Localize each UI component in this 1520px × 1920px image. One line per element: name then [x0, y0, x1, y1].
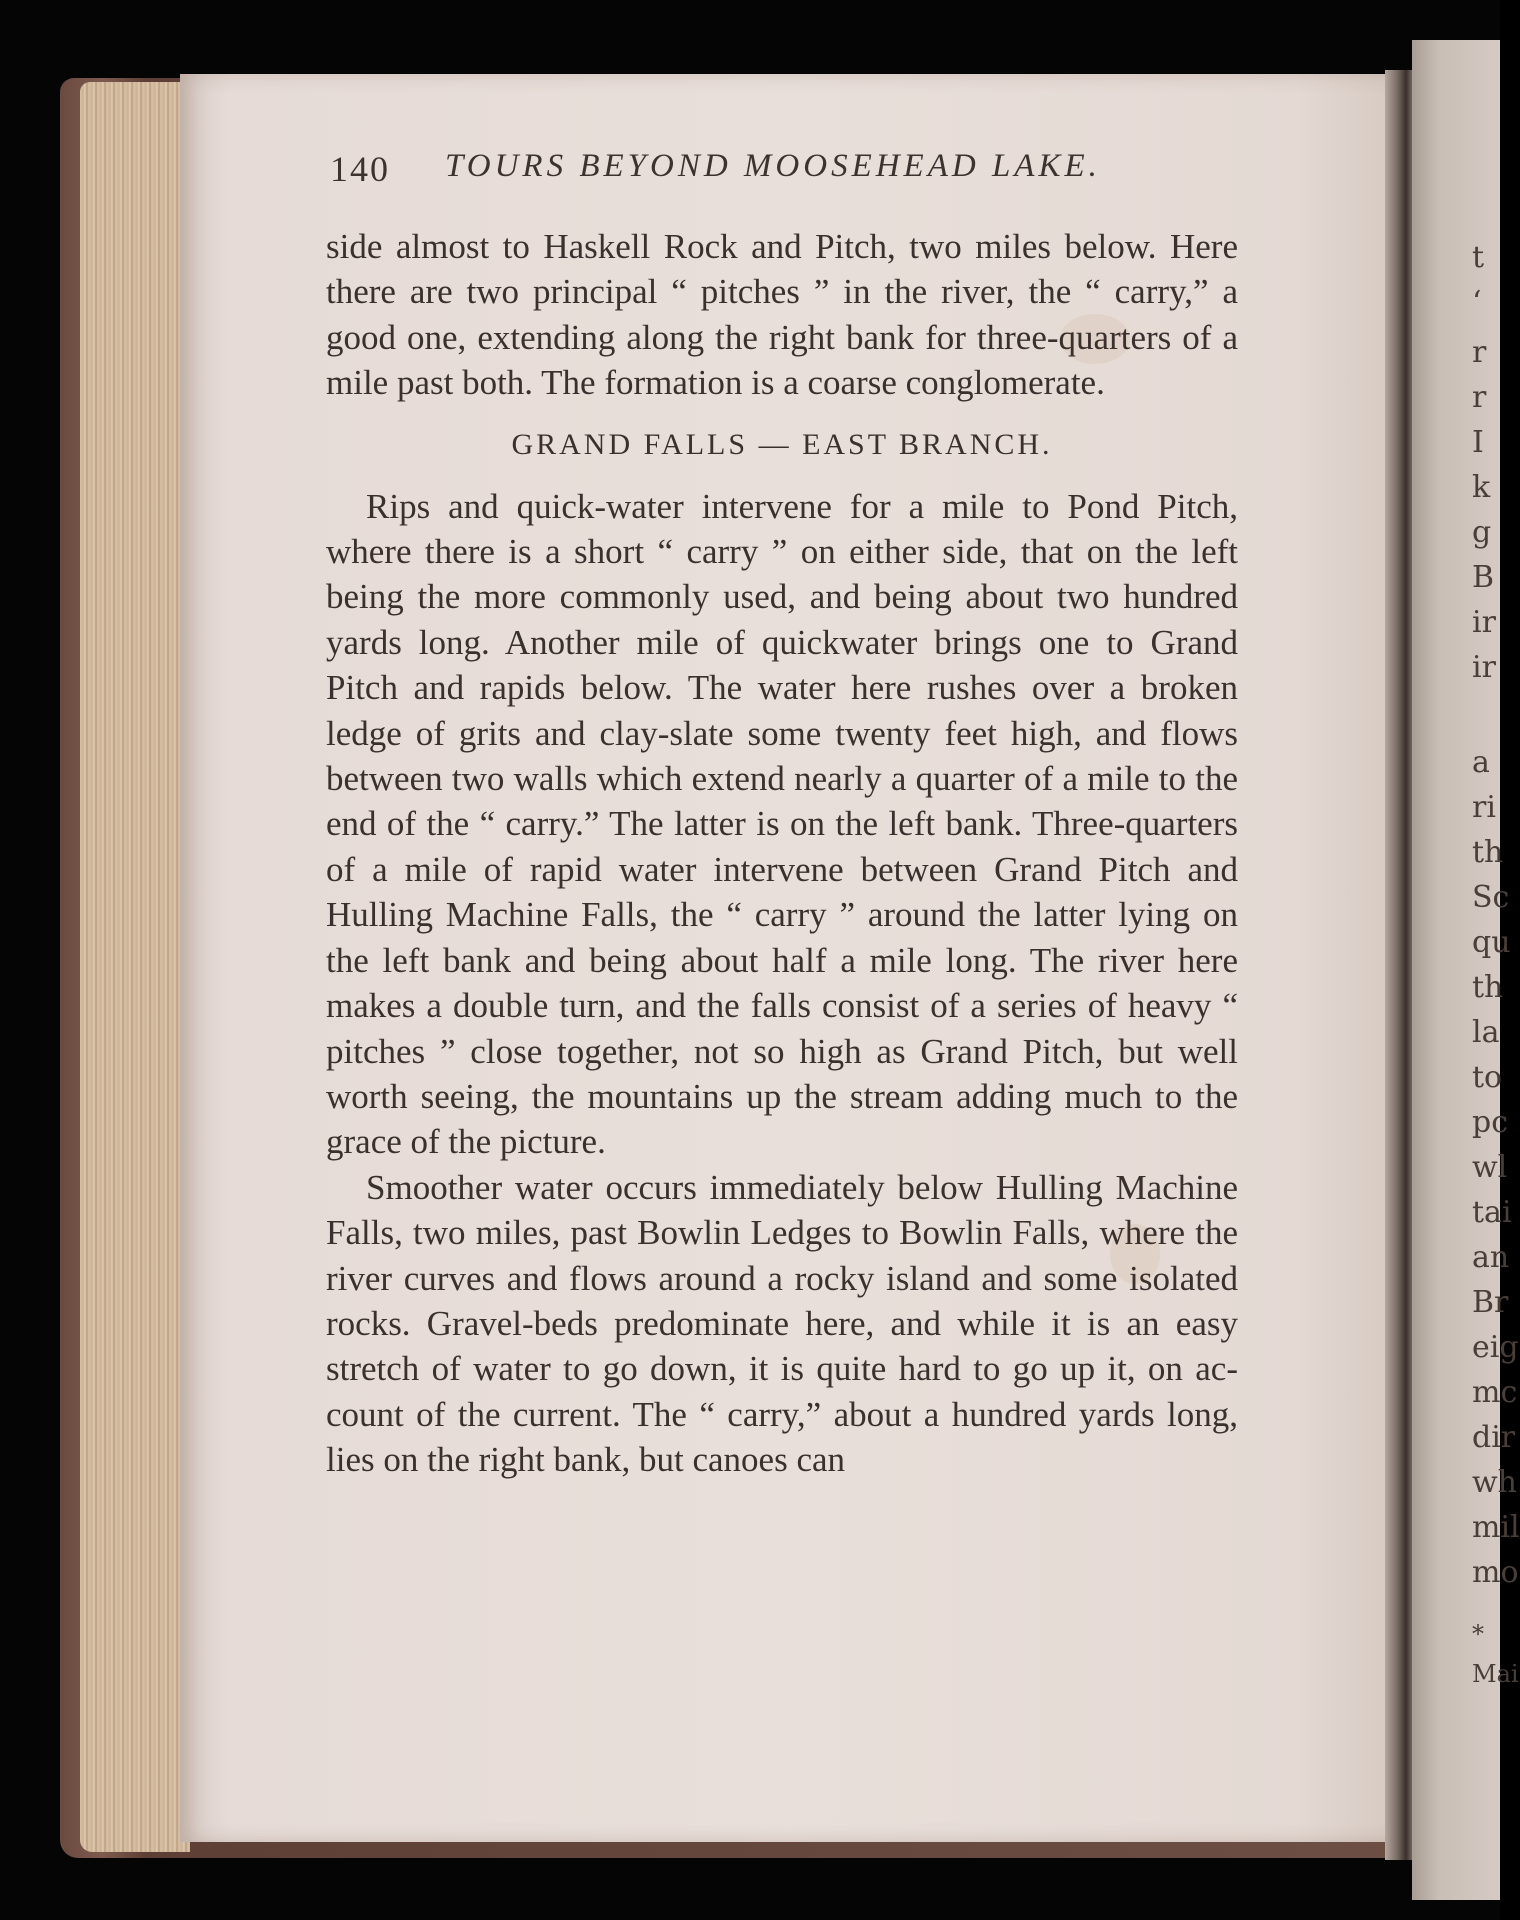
section-heading: GRAND FALLS — EAST BRANCH. [511, 427, 1053, 461]
facing-fragment: an [1472, 1240, 1510, 1275]
facing-page [1412, 40, 1520, 1900]
facing-fragment: dir [1472, 1420, 1516, 1455]
facing-fragment: la [1472, 1015, 1500, 1050]
facing-fragment: ri [1472, 790, 1496, 825]
paragraph: Smoother water occurs immediately below Hulling Machine Falls, two miles, past Bowlin Ledges to Bowlin Falls, where the river curves and flows around a rocky island and some isolated rocks. Gravel-beds predominate here, and while it is an easy stretch of water to go down, it is quite hard to go up it, on account of the current. The “ carry,” about a hundred yards long, lies on the right bank, but canoes can [326, 1167, 1238, 1480]
facing-fragment: eig [1472, 1330, 1519, 1365]
facing-fragment: qu [1472, 925, 1511, 960]
facing-fragment: g [1472, 515, 1492, 550]
facing-fragment: mc [1472, 1375, 1518, 1410]
facing-fragment: B [1472, 560, 1495, 595]
facing-fragment: r [1472, 335, 1487, 370]
paragraph: Rips and quick-water intervene for a mile to Pond Pitch, where there is a short “ carry ” on either side, that on the left being the more commonly used, and being about two hundred yards long. Another mile of quickwater brings one to Grand Pitch and rapids below. The water here rushes over a broken ledge of grits and clay-slate some twenty feet high, and flows between two walls which extend nearly a quarter of a mile to the end of the “ carry.” The latter is on the left bank. Three-quarters of a mile of rapid water intervene between Grand Pitch and Hulling Machine Falls, the “ carry ” around the latter lying on the left bank and being about half a mile long. The river here makes a double turn, and the falls consist of a series of heavy “ pitches ” close together, not so high as Grand Pitch, but well worth seeing, the mountains up the stream adding much to the grace of the picture. [326, 486, 1238, 1162]
facing-fragment: to [1472, 1060, 1503, 1095]
facing-fragment: Br [1472, 1285, 1509, 1320]
facing-fragment: ‘ [1472, 285, 1482, 320]
facing-fragment: Mai [1472, 1660, 1519, 1688]
facing-fragment: pc [1472, 1105, 1509, 1140]
facing-fragment: Sc [1472, 880, 1510, 915]
facing-fragment: I [1472, 425, 1484, 460]
facing-fragment: wl [1472, 1150, 1508, 1185]
facing-fragment: th [1472, 835, 1504, 870]
facing-fragment: wh [1472, 1465, 1517, 1500]
page-edges [80, 82, 190, 1852]
facing-fragment: a [1472, 745, 1490, 780]
facing-fragment: th [1472, 970, 1504, 1005]
page-header [330, 148, 1150, 196]
book-gutter [1385, 70, 1415, 1860]
facing-fragment: mil [1472, 1510, 1520, 1545]
facing-fragment: r [1472, 380, 1487, 415]
facing-fragment: mo [1472, 1555, 1519, 1590]
paragraph: side almost to Haskell Rock and Pitch, two miles below. Here there are two principal “ pitches ” in the river, the “ carry,” a good one, extending along the right bank for three-quarters of a mile past both. The formation is a coarse conglomerate. [326, 227, 1238, 403]
facing-fragment: tai [1472, 1195, 1512, 1230]
facing-fragment: ir [1472, 650, 1496, 685]
facing-fragment: ir [1472, 605, 1496, 640]
facing-fragment: t [1472, 240, 1485, 275]
facing-fragment: k [1472, 470, 1491, 505]
running-title: TOURS BEYOND MOOSEHEAD LAKE. [445, 148, 1101, 184]
facing-fragment: * [1472, 1620, 1484, 1648]
page-number: 140 [330, 149, 390, 189]
page-body [326, 224, 1238, 1483]
